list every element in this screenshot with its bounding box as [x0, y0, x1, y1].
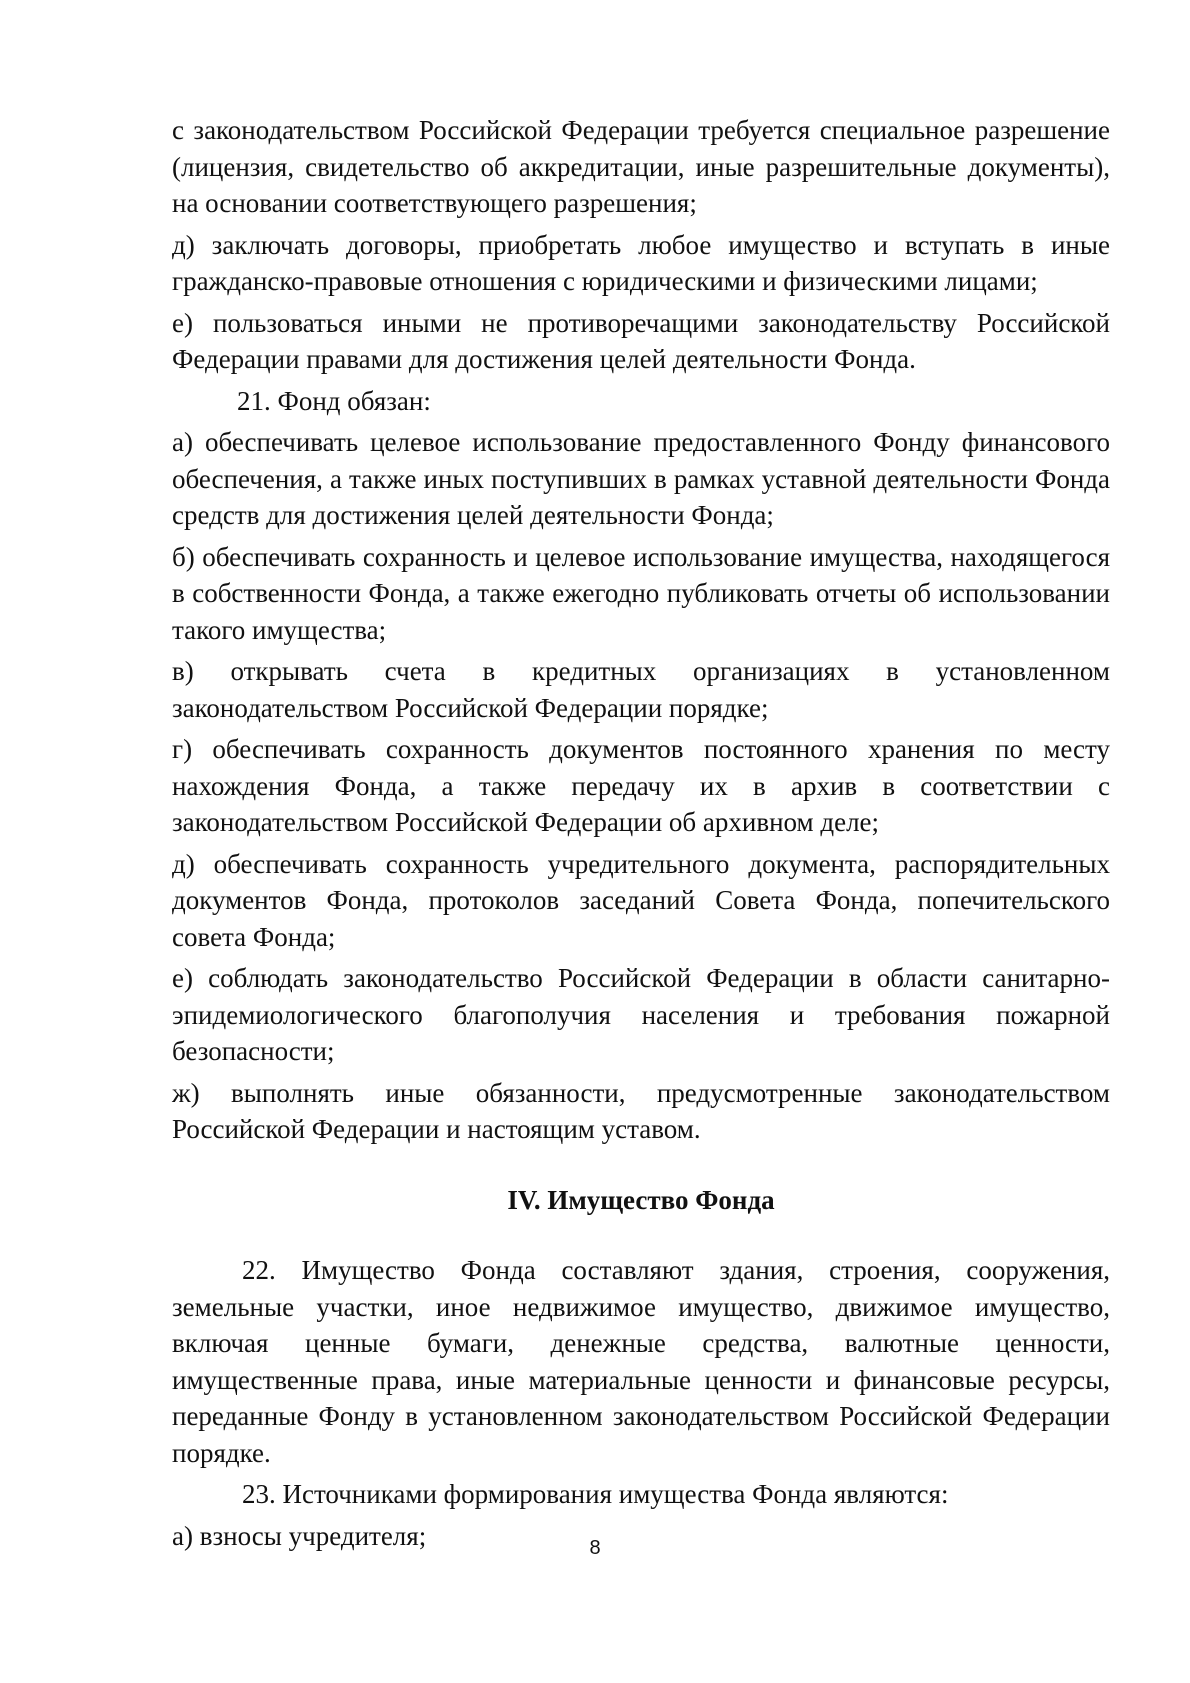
page-number: 8	[589, 1537, 601, 1559]
clause-21-item-b: б) обеспечивать сохранность и целевое использование имущества, находящегося в собственности Фонда, а также ежегодно публиковать отчеты об использовании такого имущества;	[172, 541, 1110, 645]
paragraph-other-rights: е) пользоваться иными не противоречащими законодательству Российской Федерации правами для достижения целей деятельности Фонда.	[172, 307, 1110, 374]
clause-23-item-a: а) взносы учредителя;	[172, 1520, 427, 1551]
clause-21-item-e: е) соблюдать законодательство Российской Федерации в области санитарно-эпидемиологического благополучия населения и требования пожарной безопасности;	[172, 963, 1110, 1066]
clause-21-item-g: г) обеспечивать сохранность документов постоянного хранения по месту нахождения Фонда, а также передачу их в архив в соответствии с законодательством Российской Федерации об архивном деле;	[172, 734, 1110, 837]
clause-22: 22. Имущество Фонда составляют здания, строения, сооружения, земельные участки, иное недвижимое имущество, движимое имущество, включая ценные бумаги, денежные средства, валютные ценности, имущественные права, иные материальные ценности и финансовые ресурсы, переданные Фонду в установленном законодательством Российской Федерации порядке.	[172, 1255, 1110, 1468]
paragraph-contracts: д) заключать договоры, приобретать любое имущество и вступать в иные гражданско-правовые отношения с юридическими и физическими лицами;	[172, 229, 1110, 296]
clause-21-item-d: д) обеспечивать сохранность учредительного документа, распорядительных документов Фонда, протоколов заседаний Совета Фонда, попечительского совета Фонда;	[172, 848, 1110, 952]
clause-21-item-zh: ж) выполнять иные обязанности, предусмотренные законодательством Российской Федерации и настоящим уставом.	[172, 1077, 1110, 1144]
clause-21-item-a: а) обеспечивать целевое использование предоставленного Фонду финансового обеспечения, а также иных поступивших в рамках уставной деятельности Фонда средств для достижения целей деятельности Фонда;	[172, 427, 1110, 530]
document-body	[172, 112, 1110, 1559]
clause-21-item-v: в) открывать счета в кредитных организациях в установленном законодательством Российской Федерации порядке;	[172, 656, 1110, 723]
clause-23-title: 23. Источниками формирования имущества Фонда являются:	[242, 1479, 949, 1509]
clause-21-title: 21. Фонд обязан:	[237, 385, 431, 416]
section-heading: IV. Имущество Фонда	[507, 1184, 775, 1215]
paragraph-licensing: с законодательством Российской Федерации требуется специальное разрешение (лицензия, свидетельство об аккредитации, иные разрешительные документы), на основании соответствующего разрешения;	[172, 115, 1110, 218]
